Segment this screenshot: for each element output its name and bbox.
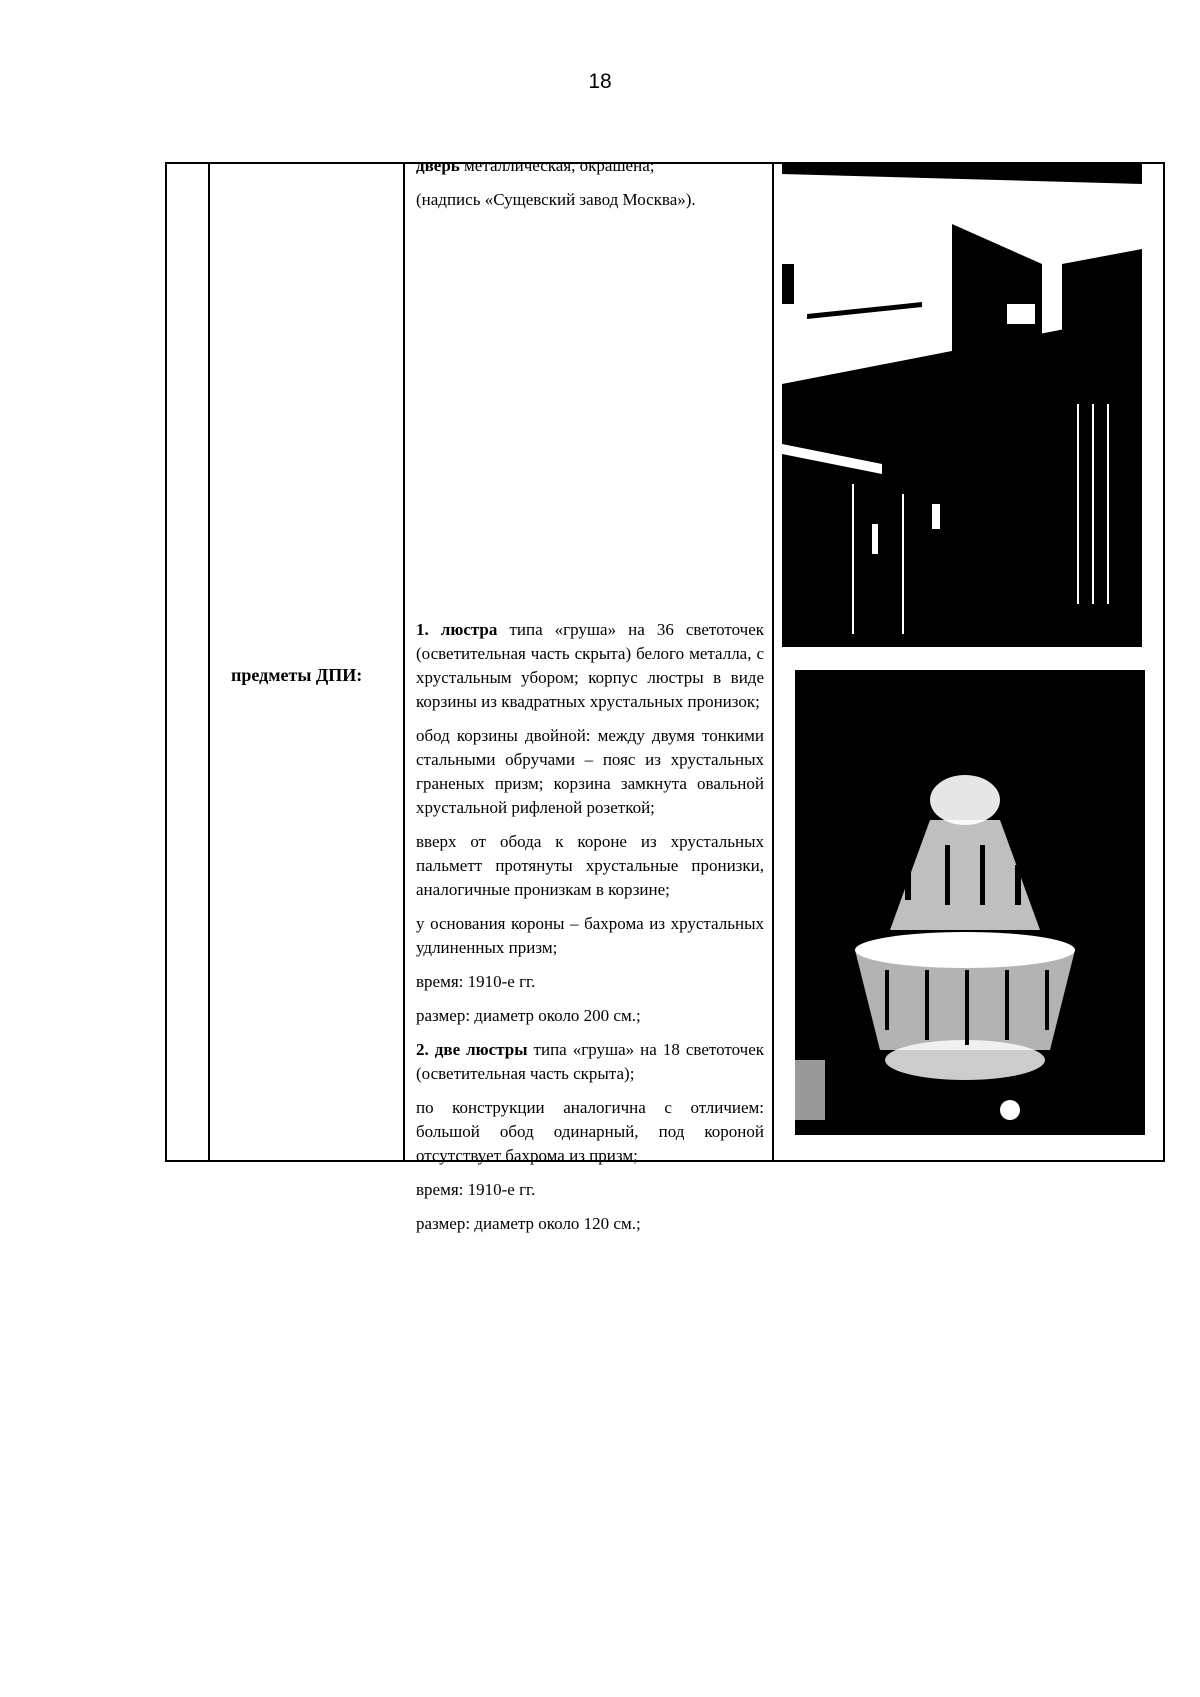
item-title: две люстры bbox=[428, 1040, 528, 1059]
paragraph: размер: диаметр около 120 см.; bbox=[416, 1214, 641, 1233]
item-1-description bbox=[416, 618, 764, 1236]
item-text: типа «груша» на 18 светоточек (осветительная часть скрыта); bbox=[416, 1040, 764, 1083]
spacer bbox=[793, 1147, 1145, 1149]
paragraph: время: 1910-е гг. bbox=[416, 972, 536, 991]
chandelier-photo-1 bbox=[795, 670, 1145, 1135]
item-text: типа «груша» на 36 светоточек (осветительная часть скрыта) белого металла, с хрустальным убором; корпус люстры в виде корзины из квадратных хрустальных пронизок; bbox=[416, 620, 764, 711]
column-divider bbox=[208, 164, 210, 1160]
description-table bbox=[165, 156, 1165, 1233]
paragraph: у основания короны – бахрома из хрустальных удлиненных призм; bbox=[416, 914, 764, 957]
item-title: люстра bbox=[428, 620, 498, 639]
paragraph: по конструкции аналогична с отличием: большой обод одинарный, под короной отсутствует бахрома из призм; bbox=[416, 1098, 764, 1165]
row-label: предметы ДПИ: bbox=[231, 665, 363, 685]
building-facade-photo bbox=[782, 164, 1142, 647]
page-number: 18 bbox=[588, 70, 612, 93]
paragraph: обод корзины двойной: между двумя тонкими стальными обручами – пояс из хрустальных граненых призм; корзина замкнута овальной хрустальной рифленой розеткой; bbox=[416, 726, 764, 817]
paragraph: время: 1910-е гг. bbox=[416, 1180, 536, 1199]
paragraph: размер: диаметр около 200 см.; bbox=[416, 1006, 641, 1025]
paragraph: вверх от обода к короне из хрустальных пальметт протянуты хрустальные пронизки, аналогичные пронизкам в корзине; bbox=[416, 832, 764, 899]
door-description bbox=[416, 154, 764, 212]
column-divider bbox=[772, 164, 774, 1160]
column-divider bbox=[403, 164, 405, 1160]
item-number: 2. bbox=[416, 1040, 429, 1059]
door-title: дверь bbox=[416, 156, 460, 175]
inscription-text: (надпись «Сущевский завод Москва»). bbox=[416, 190, 696, 209]
door-text: металлическая, окрашена; bbox=[459, 156, 655, 175]
item-number: 1. bbox=[416, 620, 429, 639]
